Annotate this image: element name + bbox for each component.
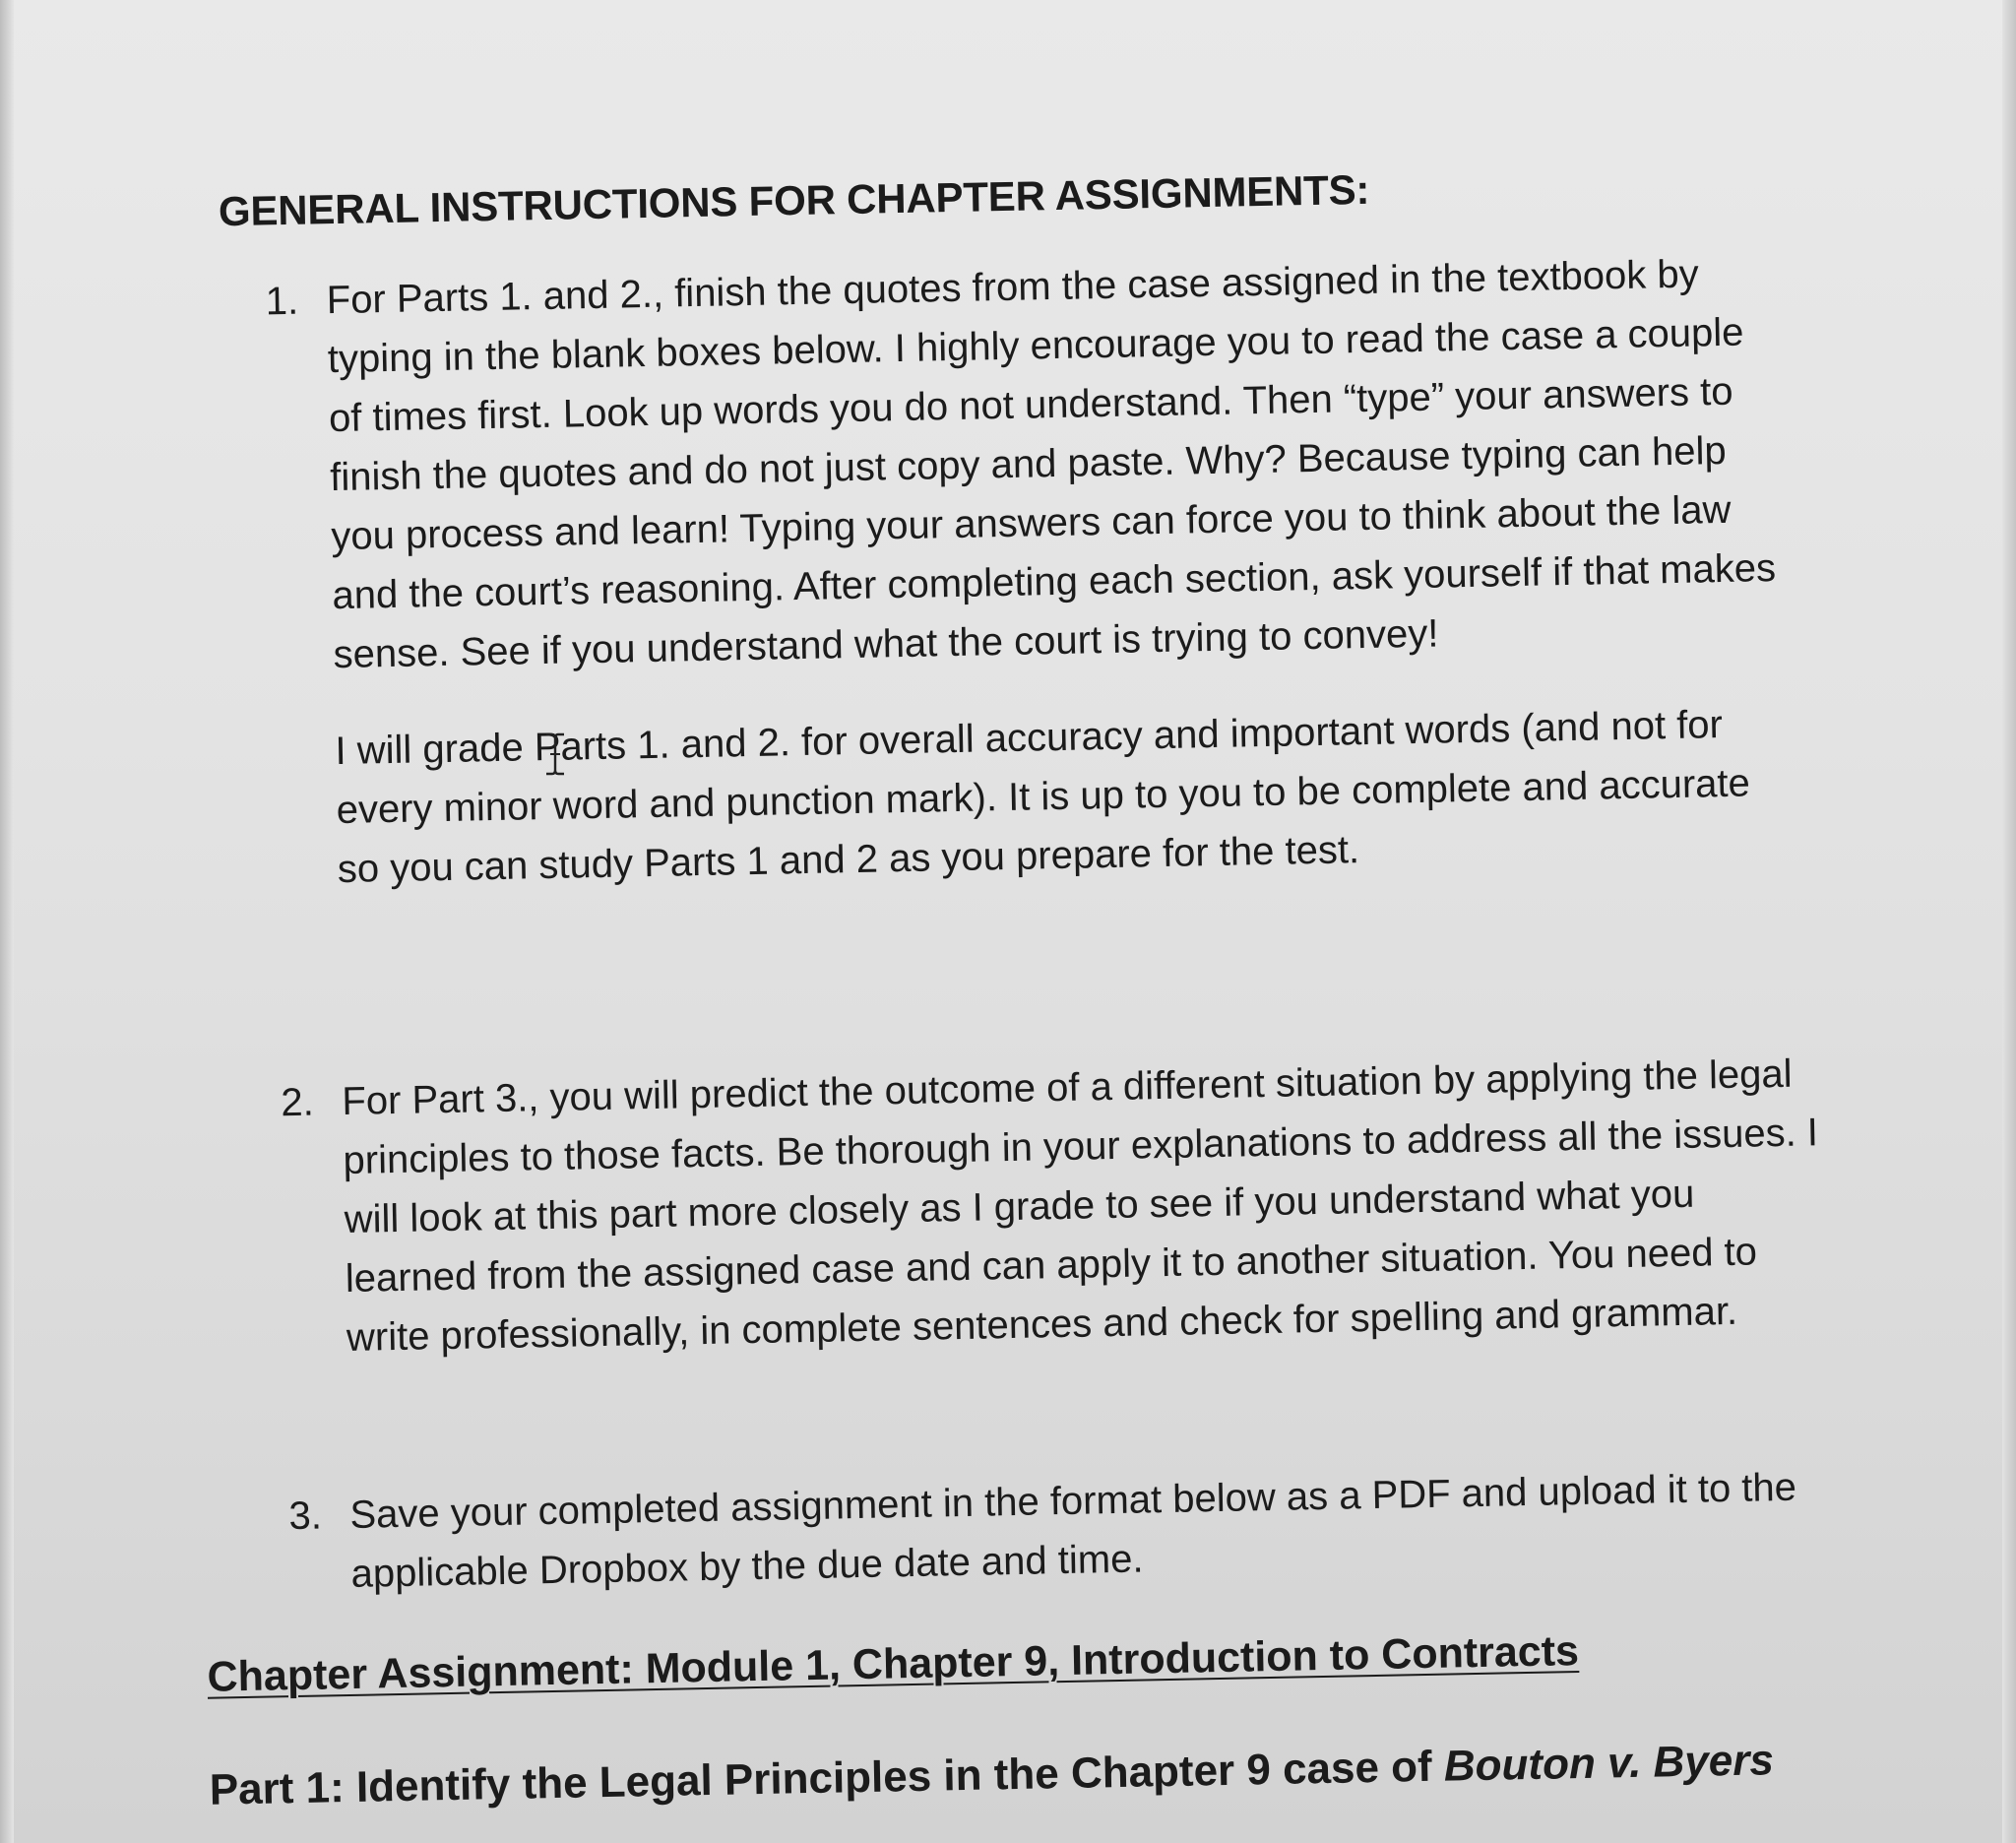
- item-paragraph: For Part 3., you will predict the outcome of a different situation by applying the legal principles to those facts. Be thorough in your explanations to address all the issues. I will look at this part more closely as I grade to see if you understand what you learned from the assigned case and can apply it to another situation. You need to write professionally, in complete sentences and check for spelling and grammar.: [341, 1051, 1819, 1360]
- item-number: 2.: [280, 1080, 315, 1125]
- instruction-item: [288, 1457, 1828, 1604]
- item-number: 3.: [288, 1493, 323, 1539]
- instruction-item: [280, 1044, 1823, 1367]
- text-cursor-icon: [542, 732, 568, 776]
- item-number: 1.: [265, 279, 299, 324]
- instruction-item: [265, 243, 1795, 899]
- chapter-assignment-title: Chapter Assignment: Module 1, Chapter 9, Introduction to Contracts: [207, 1627, 1580, 1701]
- part-1-title: [209, 1736, 1774, 1815]
- case-name: Bouton v. Byers: [1443, 1736, 1775, 1791]
- part-title-prefix: Part 1: Identify the Legal Principles in the Chapter 9 case of: [209, 1742, 1445, 1814]
- item-paragraph: Save your completed assignment in the format below as a PDF and upload it to the applicable Dropbox by the due date and time.: [349, 1465, 1797, 1596]
- document-heading: GENERAL INSTRUCTIONS FOR CHAPTER ASSIGNMENTS:: [218, 165, 1370, 235]
- item-paragraph: I will grade Parts 1. and 2. for overall accuracy and important words (and not for every minor word and punction mark). It is up to you to be complete and accurate so you can study Parts 1 and 2 as you prepare for the test.: [335, 703, 1751, 892]
- item-paragraph: For Parts 1. and 2., finish the quotes from the case assigned in the textbook by typing in the blank boxes below. I highly encourage you to read the case a couple of times first. Look up words you do not understand. Then “type” your answers to finish the quotes and do not just copy and paste. Why? Because typing can help you process and learn! Typing your answers can force you to think about the law and the court’s reasoning. After completing each section, ask yourself if that makes sense. See if you understand what the court is trying to convey!: [326, 252, 1777, 677]
